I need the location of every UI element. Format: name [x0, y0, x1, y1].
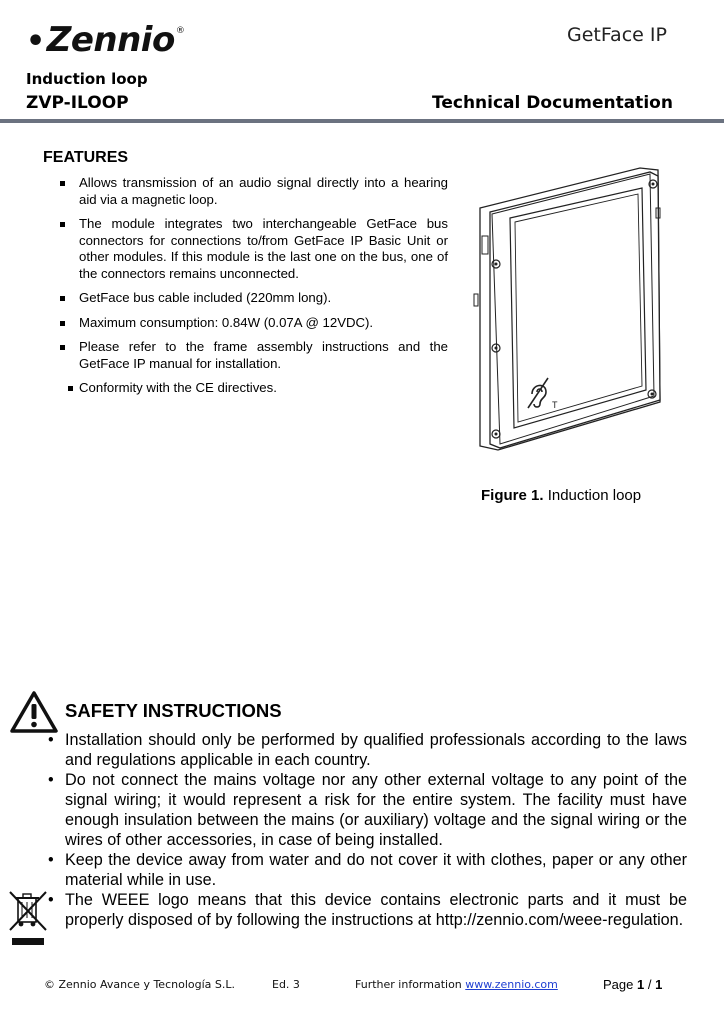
figure-caption: Figure 1. Induction loop [481, 487, 642, 504]
warning-triangle-icon [10, 690, 58, 734]
crossed-bin-icon [8, 888, 48, 948]
safety-heading: SAFETY INSTRUCTIONS [65, 700, 282, 721]
feature-item: The module integrates two interchangeable GetFace bus connectors for connections to/from GetFace IP Basic Unit or other modules. If this module is the last one on the bus, one of the connectors remains unconnected. [58, 216, 448, 282]
feature-item: Allows transmission of an audio signal directly into a hearing aid via a magnetic loop. [58, 175, 448, 208]
feature-item: Please refer to the frame assembly instructions and the GetFace IP manual for installation. [58, 339, 448, 372]
safety-item: • Installation should only be performed by qualified professionals according to the laws and regulations applicable in each country. [47, 730, 687, 770]
feature-item: GetFace bus cable included (220mm long). [58, 290, 448, 307]
zennio-logo: •Zennio® [26, 20, 185, 60]
safety-item: • Do not connect the mains voltage nor any other external voltage to any point of the signal wiring; it would represent a risk for the entire system. The facility must have enough insulation between the mains (or auxiliary) voltage and the signal wiring or the wires of other accessories, in case of being installed. [47, 770, 687, 850]
features-list [58, 175, 448, 405]
document-type: Technical Documentation [432, 93, 673, 113]
zennio-website-link[interactable]: www.zennio.com [465, 978, 558, 991]
footer-info: Further information www.zennio.com [355, 978, 558, 991]
product-name: GetFace IP [567, 24, 667, 46]
safety-list [47, 730, 687, 930]
induction-loop-device-figure [470, 160, 670, 460]
features-heading: FEATURES [43, 149, 129, 166]
footer-edition: Ed. 3 [272, 978, 300, 991]
page-number: Page 1 / 1 [603, 977, 663, 992]
hearing-loop-label: T [552, 400, 558, 410]
feature-item: Conformity with the CE directives. [66, 380, 448, 397]
safety-item: • Keep the device away from water and do not cover it with clothes, paper or any other material while in use. [47, 850, 687, 890]
model-code: ZVP-ILOOP [26, 93, 129, 113]
header-divider [0, 119, 724, 123]
safety-item: • The WEEE logo means that this device contains electronic parts and it must be properly disposed of by following the instructions at http://zennio.com/weee-regulation. [47, 890, 687, 930]
feature-item: Maximum consumption: 0.84W (0.07A @ 12VDC). [58, 315, 448, 332]
footer-copyright: © Zennio Avance y Tecnología S.L. [44, 978, 235, 991]
document-subtitle: Induction loop [26, 70, 148, 88]
